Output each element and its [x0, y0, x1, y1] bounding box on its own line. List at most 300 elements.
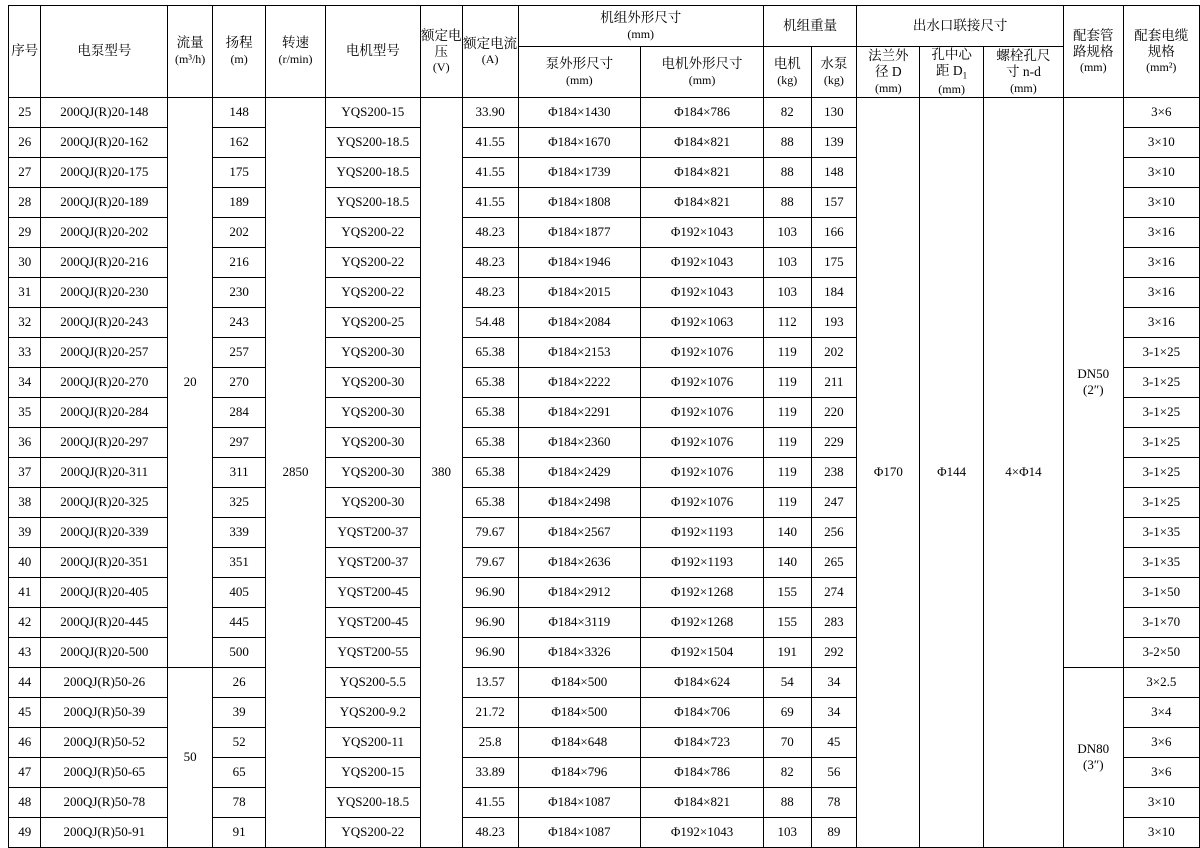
- cell-cable-spec: 3-1×35: [1123, 517, 1199, 547]
- cell-weight-motor: 82: [763, 757, 811, 787]
- cell-rated-current: 48.23: [462, 277, 518, 307]
- th-motor-dim-label: 电机外形尺寸: [661, 55, 743, 71]
- cell-rated-current: 65.38: [462, 457, 518, 487]
- cell-pump-dim: Φ184×500: [518, 697, 641, 727]
- cell-model: 200QJ(R)20-325: [41, 487, 168, 517]
- th-flow: [168, 6, 213, 98]
- cell-pump-dim: Φ184×2153: [518, 337, 641, 367]
- th-model: [41, 6, 168, 98]
- cell-seq: 46: [9, 727, 41, 757]
- cell-rated-current: 65.38: [462, 427, 518, 457]
- cell-head: 339: [213, 517, 266, 547]
- cell-pump-dim: Φ184×2360: [518, 427, 641, 457]
- cell-voltage-merged: 380: [420, 97, 462, 847]
- cell-weight-motor: 54: [763, 667, 811, 697]
- cell-seq: 41: [9, 577, 41, 607]
- cell-model: 200QJ(R)50-91: [41, 817, 168, 847]
- cell-pump-dim: Φ184×2291: [518, 397, 641, 427]
- cell-motor-dim: Φ184×821: [641, 127, 764, 157]
- cell-weight-pump: 130: [811, 97, 857, 127]
- cell-motor-model: YQS200-18.5: [325, 127, 420, 157]
- cell-weight-motor: 140: [763, 547, 811, 577]
- cell-motor-model: YQS200-22: [325, 277, 420, 307]
- th-seq-label: 序号: [11, 42, 39, 58]
- cell-cable-spec: 3-1×25: [1123, 397, 1199, 427]
- cell-head: 65: [213, 757, 266, 787]
- cell-weight-pump: 238: [811, 457, 857, 487]
- cell-motor-dim: Φ192×1076: [641, 367, 764, 397]
- cell-motor-dim: Φ184×821: [641, 187, 764, 217]
- cell-motor-model: YQST200-45: [325, 607, 420, 637]
- cell-speed-merged: 2850: [266, 97, 326, 847]
- cell-motor-model: YQST200-45: [325, 577, 420, 607]
- cell-seq: 39: [9, 517, 41, 547]
- th-motor-dim: [641, 47, 764, 98]
- cell-rated-current: 48.23: [462, 817, 518, 847]
- cell-model: 200QJ(R)20-189: [41, 187, 168, 217]
- cell-weight-motor: 88: [763, 127, 811, 157]
- cell-cable-spec: 3×10: [1123, 157, 1199, 187]
- cell-weight-motor: 88: [763, 157, 811, 187]
- cell-weight-pump: 45: [811, 727, 857, 757]
- cell-motor-dim: Φ192×1063: [641, 307, 764, 337]
- cell-pump-dim: Φ184×1430: [518, 97, 641, 127]
- cell-weight-motor: 155: [763, 577, 811, 607]
- cell-motor-model: YQS200-22: [325, 817, 420, 847]
- th-rated-current-label: 额定电流: [463, 35, 518, 51]
- cell-seq: 31: [9, 277, 41, 307]
- cell-seq: 42: [9, 607, 41, 637]
- cell-head: 216: [213, 247, 266, 277]
- cell-weight-pump: 89: [811, 817, 857, 847]
- cell-model: 200QJ(R)20-284: [41, 397, 168, 427]
- th-rated-voltage-label: 额定电压: [421, 27, 462, 59]
- cell-motor-dim: Φ184×821: [641, 787, 764, 817]
- cell-weight-pump: 247: [811, 487, 857, 517]
- th-cable-spec-unit: (mm²): [1146, 60, 1177, 75]
- cell-head: 311: [213, 457, 266, 487]
- cell-seq: 38: [9, 487, 41, 517]
- cell-weight-pump: 292: [811, 637, 857, 667]
- cell-seq: 32: [9, 307, 41, 337]
- cell-motor-model: YQS200-11: [325, 727, 420, 757]
- th-group-weight: [763, 6, 856, 47]
- cell-bolt-hole-merged: 4×Φ14: [983, 97, 1063, 847]
- cell-head: 26: [213, 667, 266, 697]
- cell-cable-spec: 3×16: [1123, 247, 1199, 277]
- cell-weight-pump: 139: [811, 127, 857, 157]
- cell-pump-dim: Φ184×3119: [518, 607, 641, 637]
- cell-head: 230: [213, 277, 266, 307]
- cell-motor-model: YQS200-30: [325, 337, 420, 367]
- cell-motor-dim: Φ192×1043: [641, 217, 764, 247]
- cell-weight-motor: 119: [763, 427, 811, 457]
- table-row: [9, 97, 1200, 127]
- th-flow-label: 流量: [176, 35, 204, 51]
- cell-pump-dim: Φ184×2567: [518, 517, 641, 547]
- cell-motor-model: YQS200-30: [325, 487, 420, 517]
- cell-motor-dim: Φ192×1268: [641, 607, 764, 637]
- cell-cable-spec: 3×16: [1123, 217, 1199, 247]
- cell-model: 200QJ(R)20-148: [41, 97, 168, 127]
- cell-cable-spec: 3×10: [1123, 817, 1199, 847]
- cell-motor-model: YQS200-30: [325, 457, 420, 487]
- cell-motor-model: YQS200-5.5: [325, 667, 420, 697]
- cell-motor-dim: Φ192×1076: [641, 487, 764, 517]
- cell-head: 148: [213, 97, 266, 127]
- cell-motor-dim: Φ184×723: [641, 727, 764, 757]
- cell-weight-pump: 157: [811, 187, 857, 217]
- th-speed-unit: (r/min): [278, 52, 313, 67]
- cell-weight-pump: 229: [811, 427, 857, 457]
- cell-model: 200QJ(R)50-78: [41, 787, 168, 817]
- cell-cable-spec: 3-1×25: [1123, 457, 1199, 487]
- cell-motor-model: YQS200-18.5: [325, 787, 420, 817]
- cell-rated-current: 65.38: [462, 337, 518, 367]
- th-pipe-spec: [1064, 6, 1124, 98]
- cell-cable-spec: 3×16: [1123, 307, 1199, 337]
- cell-weight-motor: 103: [763, 817, 811, 847]
- cell-head: 351: [213, 547, 266, 577]
- cell-hole-center-merged: Φ144: [920, 97, 983, 847]
- pipe-spec-value: DN50: [1077, 366, 1110, 382]
- cell-model: 200QJ(R)20-339: [41, 517, 168, 547]
- cell-cable-spec: 3×6: [1123, 727, 1199, 757]
- cell-pump-dim: Φ184×2015: [518, 277, 641, 307]
- th-pump-dim-label: 泵外形尺寸: [545, 55, 614, 71]
- th-pump-dim: [518, 47, 641, 98]
- pump-spec-table: [8, 5, 1200, 848]
- th-head-unit: (m): [230, 52, 248, 67]
- cell-seq: 37: [9, 457, 41, 487]
- cell-model: 200QJ(R)20-202: [41, 217, 168, 247]
- cell-weight-pump: 202: [811, 337, 857, 367]
- cell-seq: 33: [9, 337, 41, 367]
- cell-motor-dim: Φ184×821: [641, 157, 764, 187]
- cell-head: 91: [213, 817, 266, 847]
- th-head-label: 扬程: [225, 35, 253, 51]
- cell-motor-dim: Φ192×1076: [641, 427, 764, 457]
- th-flange-d-label: 法兰外径 D: [868, 48, 909, 80]
- cell-rated-current: 33.90: [462, 97, 518, 127]
- cell-motor-model: YQS200-18.5: [325, 187, 420, 217]
- th-bolt-hole: [983, 47, 1063, 98]
- cell-model: 200QJ(R)50-65: [41, 757, 168, 787]
- cell-weight-motor: 82: [763, 97, 811, 127]
- cell-model: 200QJ(R)20-162: [41, 127, 168, 157]
- th-cable-spec: [1123, 6, 1199, 98]
- th-speed-label: 转速: [282, 35, 310, 51]
- cell-motor-model: YQS200-22: [325, 247, 420, 277]
- th-motor-model-label: 电机型号: [345, 42, 400, 58]
- th-weight-pump-unit: (kg): [823, 72, 844, 87]
- cell-cable-spec: 3×6: [1123, 97, 1199, 127]
- cell-rated-current: 48.23: [462, 247, 518, 277]
- cell-weight-pump: 78: [811, 787, 857, 817]
- cell-seq: 29: [9, 217, 41, 247]
- cell-cable-spec: 3-1×25: [1123, 367, 1199, 397]
- cell-rated-current: 96.90: [462, 577, 518, 607]
- cell-model: 200QJ(R)20-311: [41, 457, 168, 487]
- cell-cable-spec: 3×4: [1123, 697, 1199, 727]
- cell-weight-pump: 175: [811, 247, 857, 277]
- cell-pump-dim: Φ184×796: [518, 757, 641, 787]
- cell-rated-current: 48.23: [462, 217, 518, 247]
- th-motor-model: [325, 6, 420, 98]
- th-hole-center: [920, 47, 983, 98]
- cell-motor-dim: Φ184×786: [641, 97, 764, 127]
- cell-cable-spec: 3-2×50: [1123, 637, 1199, 667]
- pipe-spec-inch: (2″): [1083, 382, 1104, 398]
- pipe-spec-inch: (3″): [1083, 757, 1104, 773]
- cell-pump-dim: Φ184×2429: [518, 457, 641, 487]
- cell-pump-dim: Φ184×1877: [518, 217, 641, 247]
- cell-rated-current: 96.90: [462, 607, 518, 637]
- cell-motor-dim: Φ192×1043: [641, 247, 764, 277]
- th-seq: [9, 6, 41, 98]
- cell-weight-motor: 191: [763, 637, 811, 667]
- cell-pump-dim: Φ184×1808: [518, 187, 641, 217]
- cell-cable-spec: 3×10: [1123, 787, 1199, 817]
- cell-head: 405: [213, 577, 266, 607]
- cell-pipe-spec-merged: [1064, 97, 1124, 667]
- cell-motor-dim: Φ184×786: [641, 757, 764, 787]
- cell-head: 270: [213, 367, 266, 397]
- cell-weight-pump: 56: [811, 757, 857, 787]
- cell-motor-model: YQS200-30: [325, 427, 420, 457]
- cell-motor-dim: Φ192×1043: [641, 277, 764, 307]
- cell-model: 200QJ(R)20-351: [41, 547, 168, 577]
- cell-cable-spec: 3-1×35: [1123, 547, 1199, 577]
- th-outlet-conn-label: 出水口联接尺寸: [912, 17, 1008, 33]
- spec-sheet: [0, 5, 1200, 840]
- cell-rated-current: 65.38: [462, 367, 518, 397]
- cell-model: 200QJ(R)20-175: [41, 157, 168, 187]
- cell-motor-model: YQST200-37: [325, 547, 420, 577]
- cell-rated-current: 33.89: [462, 757, 518, 787]
- th-outlet-conn: [857, 6, 1064, 47]
- cell-weight-pump: 283: [811, 607, 857, 637]
- cell-weight-pump: 166: [811, 217, 857, 247]
- cell-head: 175: [213, 157, 266, 187]
- th-weight-pump-label: 水泵: [820, 55, 848, 71]
- cell-weight-motor: 155: [763, 607, 811, 637]
- cell-cable-spec: 3×16: [1123, 277, 1199, 307]
- pipe-spec-value: DN80: [1077, 741, 1110, 757]
- cell-weight-motor: 70: [763, 727, 811, 757]
- cell-pump-dim: Φ184×648: [518, 727, 641, 757]
- cell-rated-current: 96.90: [462, 637, 518, 667]
- cell-weight-motor: 119: [763, 487, 811, 517]
- cell-head: 78: [213, 787, 266, 817]
- cell-cable-spec: 3-1×50: [1123, 577, 1199, 607]
- cell-motor-dim: Φ192×1076: [641, 397, 764, 427]
- cell-weight-motor: 69: [763, 697, 811, 727]
- th-weight-pump: [811, 47, 857, 98]
- th-cable-spec-label: 配套电缆规格: [1134, 27, 1189, 59]
- th-bolt-hole-label: 螺栓孔尺寸 n-d: [996, 48, 1051, 80]
- cell-weight-pump: 220: [811, 397, 857, 427]
- cell-model: 200QJ(R)20-405: [41, 577, 168, 607]
- cell-head: 325: [213, 487, 266, 517]
- cell-model: 200QJ(R)20-297: [41, 427, 168, 457]
- th-flange-d: [857, 47, 920, 98]
- cell-weight-motor: 119: [763, 367, 811, 397]
- cell-motor-model: YQS200-22: [325, 217, 420, 247]
- cell-weight-motor: 103: [763, 247, 811, 277]
- cell-pump-dim: Φ184×1946: [518, 247, 641, 277]
- cell-weight-pump: 34: [811, 667, 857, 697]
- cell-pump-dim: Φ184×1670: [518, 127, 641, 157]
- cell-weight-pump: 193: [811, 307, 857, 337]
- th-group-dim-unit: (mm): [627, 26, 655, 41]
- cell-rated-current: 65.38: [462, 397, 518, 427]
- cell-model: 200QJ(R)50-39: [41, 697, 168, 727]
- th-hole-center-label: 孔中心距 $D_1$: [931, 47, 972, 81]
- cell-rated-current: 41.55: [462, 187, 518, 217]
- cell-cable-spec: 3-1×25: [1123, 427, 1199, 457]
- cell-seq: 45: [9, 697, 41, 727]
- cell-weight-pump: 274: [811, 577, 857, 607]
- cell-head: 500: [213, 637, 266, 667]
- header-row-1: [9, 6, 1200, 47]
- th-head: [213, 6, 266, 98]
- cell-motor-model: YQS200-30: [325, 397, 420, 427]
- cell-cable-spec: 3-1×25: [1123, 487, 1199, 517]
- cell-weight-pump: 265: [811, 547, 857, 577]
- cell-weight-pump: 34: [811, 697, 857, 727]
- cell-motor-model: YQST200-55: [325, 637, 420, 667]
- th-rated-voltage: [420, 6, 462, 98]
- cell-seq: 28: [9, 187, 41, 217]
- th-pump-dim-unit: (mm): [566, 72, 593, 87]
- cell-pump-dim: Φ184×3326: [518, 637, 641, 667]
- cell-seq: 40: [9, 547, 41, 577]
- cell-motor-model: YQS200-9.2: [325, 697, 420, 727]
- cell-model: 200QJ(R)50-26: [41, 667, 168, 697]
- cell-motor-dim: Φ192×1193: [641, 547, 764, 577]
- cell-weight-motor: 119: [763, 337, 811, 367]
- th-pipe-spec-label: 配套管路规格: [1073, 27, 1114, 59]
- cell-motor-dim: Φ184×624: [641, 667, 764, 697]
- cell-head: 284: [213, 397, 266, 427]
- cell-head: 445: [213, 607, 266, 637]
- th-weight-motor-unit: (kg): [777, 72, 798, 87]
- cell-weight-motor: 88: [763, 187, 811, 217]
- cell-motor-dim: Φ192×1043: [641, 817, 764, 847]
- cell-pump-dim: Φ184×2636: [518, 547, 641, 577]
- cell-cable-spec: 3×6: [1123, 757, 1199, 787]
- th-motor-dim-unit: (mm): [688, 72, 716, 87]
- cell-motor-model: YQS200-25: [325, 307, 420, 337]
- cell-motor-dim: Φ192×1076: [641, 337, 764, 367]
- cell-motor-model: YQS200-15: [325, 97, 420, 127]
- th-flow-unit: (m³/h): [175, 52, 206, 67]
- cell-pump-dim: Φ184×2912: [518, 577, 641, 607]
- cell-seq: 35: [9, 397, 41, 427]
- cell-rated-current: 21.72: [462, 697, 518, 727]
- cell-pump-dim: Φ184×1087: [518, 817, 641, 847]
- cell-pump-dim: Φ184×1087: [518, 787, 641, 817]
- cell-model: 200QJ(R)20-500: [41, 637, 168, 667]
- cell-rated-current: 13.57: [462, 667, 518, 697]
- cell-head: 52: [213, 727, 266, 757]
- cell-pump-dim: Φ184×2084: [518, 307, 641, 337]
- cell-rated-current: 79.67: [462, 517, 518, 547]
- cell-cable-spec: 3×2.5: [1123, 667, 1199, 697]
- cell-motor-model: YQST200-37: [325, 517, 420, 547]
- cell-weight-motor: 103: [763, 277, 811, 307]
- th-speed: [266, 6, 326, 98]
- cell-motor-model: YQS200-15: [325, 757, 420, 787]
- th-flange-d-unit: (mm): [875, 80, 902, 95]
- cell-motor-model: YQS200-30: [325, 367, 420, 397]
- cell-pump-dim: Φ184×500: [518, 667, 641, 697]
- th-hole-center-unit: (mm): [938, 81, 965, 96]
- cell-flow-merged: 20: [168, 97, 213, 667]
- cell-seq: 36: [9, 427, 41, 457]
- cell-head: 243: [213, 307, 266, 337]
- cell-head: 202: [213, 217, 266, 247]
- cell-rated-current: 41.55: [462, 127, 518, 157]
- th-group-dim: [518, 6, 763, 47]
- cell-weight-motor: 88: [763, 787, 811, 817]
- cell-motor-model: YQS200-18.5: [325, 157, 420, 187]
- cell-rated-current: 54.48: [462, 307, 518, 337]
- cell-model: 200QJ(R)20-257: [41, 337, 168, 367]
- cell-flow-merged: 50: [168, 667, 213, 847]
- cell-cable-spec: 3×10: [1123, 187, 1199, 217]
- cell-seq: 43: [9, 637, 41, 667]
- cell-seq: 25: [9, 97, 41, 127]
- cell-seq: 34: [9, 367, 41, 397]
- cell-motor-dim: Φ192×1268: [641, 577, 764, 607]
- cell-head: 257: [213, 337, 266, 367]
- cell-seq: 48: [9, 787, 41, 817]
- cell-motor-dim: Φ184×706: [641, 697, 764, 727]
- cell-rated-current: 79.67: [462, 547, 518, 577]
- cell-motor-dim: Φ192×1504: [641, 637, 764, 667]
- cell-pump-dim: Φ184×2498: [518, 487, 641, 517]
- th-bolt-hole-unit: (mm): [1010, 80, 1037, 95]
- th-weight-motor: [763, 47, 811, 98]
- th-model-label: 电泵型号: [77, 42, 132, 58]
- cell-pipe-spec-merged: [1064, 667, 1124, 847]
- th-pipe-spec-unit: (mm): [1079, 60, 1107, 75]
- cell-pump-dim: Φ184×1739: [518, 157, 641, 187]
- cell-flange-d-merged: Φ170: [857, 97, 920, 847]
- cell-model: 200QJ(R)20-216: [41, 247, 168, 277]
- cell-head: 162: [213, 127, 266, 157]
- th-group-dim-label: 机组外形尺寸: [600, 10, 682, 26]
- cell-weight-motor: 103: [763, 217, 811, 247]
- cell-weight-motor: 112: [763, 307, 811, 337]
- cell-weight-pump: 184: [811, 277, 857, 307]
- cell-model: 200QJ(R)20-243: [41, 307, 168, 337]
- th-weight-motor-label: 电机: [773, 55, 801, 71]
- cell-cable-spec: 3-1×70: [1123, 607, 1199, 637]
- th-rated-current-unit: (A): [481, 51, 499, 66]
- cell-rated-current: 65.38: [462, 487, 518, 517]
- cell-weight-pump: 256: [811, 517, 857, 547]
- table-body: [9, 97, 1200, 847]
- cell-rated-current: 25.8: [462, 727, 518, 757]
- cell-model: 200QJ(R)20-445: [41, 607, 168, 637]
- cell-rated-current: 41.55: [462, 157, 518, 187]
- cell-model: 200QJ(R)20-230: [41, 277, 168, 307]
- cell-head: 189: [213, 187, 266, 217]
- cell-weight-pump: 148: [811, 157, 857, 187]
